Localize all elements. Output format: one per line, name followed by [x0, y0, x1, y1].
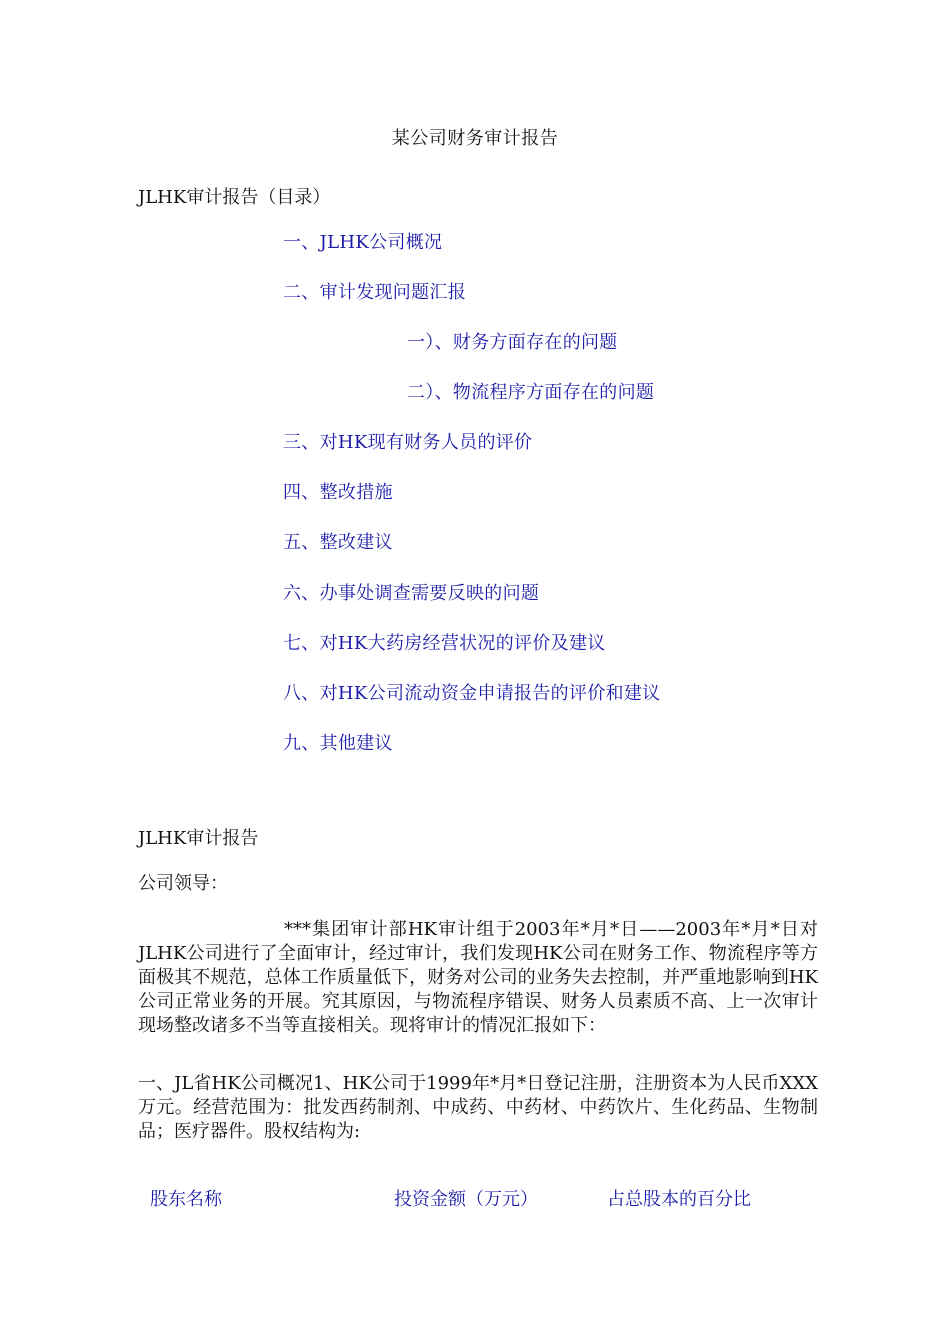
overview-paragraph: 一、JL省HK公司概况1、HK公司于1999年*月*日登记注册，注册资本为人民币XXX万元。经营范围为：批发西药制剂、中成药、中药材、中药饮片、生化药品、生物制品；医疗器件。股权结构为:	[138, 1073, 818, 1142]
document-title: 某公司财务审计报告	[391, 128, 559, 149]
intro-paragraph-text: ***集团审计部HK审计组于2003年*月*日——2003年*月*日对JLHK公司进行了全面审计，经过审计，我们发现HK公司在财务工作、物流程序等方面极其不规范，总体工作质量低下，财务对公司的业务失去控制，并严重地影响到HK公司正常业务的开展。究其原因，与物流程序错误、财务人员素质不高、上一次审计现场整改诸多不当等直接相关。现将审计的情况汇报如下：	[138, 919, 818, 1036]
column-header-shareholder: 股东名称	[150, 1189, 222, 1210]
toc-item[interactable]: 四、整改措施	[283, 482, 393, 503]
salutation: 公司领导：	[138, 873, 228, 894]
toc-item[interactable]: 一、JLHK公司概况	[283, 232, 443, 253]
toc-item[interactable]: 八、对HK公司流动资金申请报告的评价和建议	[283, 683, 661, 704]
column-header-percentage: 占总股本的百分比	[607, 1189, 751, 1210]
intro-paragraph	[138, 918, 818, 1038]
toc-subitem[interactable]: 一）、财务方面存在的问题	[407, 332, 618, 353]
toc-item[interactable]: 九、其他建议	[283, 733, 393, 754]
toc-item[interactable]: 七、对HK大药房经营状况的评价及建议	[283, 633, 606, 654]
toc-subitem[interactable]: 二）、物流程序方面存在的问题	[407, 382, 655, 403]
toc-item[interactable]: 六、办事处调查需要反映的问题	[283, 583, 540, 604]
toc-item[interactable]: 三、对HK现有财务人员的评价	[283, 432, 533, 453]
report-heading: JLHK审计报告	[138, 828, 259, 849]
toc-item[interactable]: 二、审计发现问题汇报	[283, 282, 466, 303]
column-header-investment: 投资金额（万元）	[394, 1189, 538, 1210]
toc-item[interactable]: 五、整改建议	[283, 532, 393, 553]
toc-heading: JLHK审计报告（目录）	[138, 187, 331, 208]
